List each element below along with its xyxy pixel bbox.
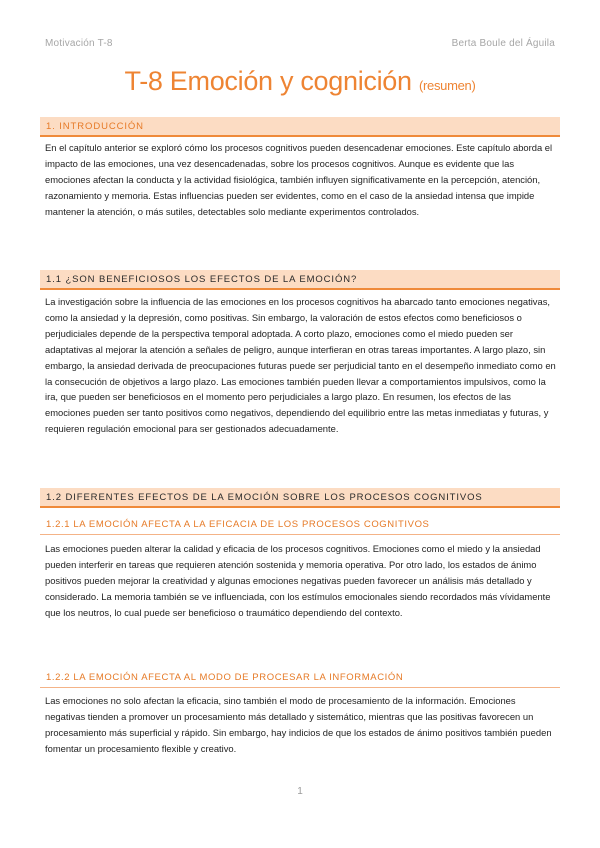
running-header <box>45 38 555 49</box>
paragraph-1-2-1: Las emociones pueden alterar la calidad y eficacia de los procesos cognitivos. Emociones como el miedo y la ansiedad pueden interferir en tareas que requieren atención sostenida y memoria operativa. Por otro lado, los estados de ánimo positivos pueden mejorar la creatividad y algunas emociones negativas pueden favorecer un análisis más detallado y considerado. La memoria también se ve influenciada, con los estímulos emocionales siendo recordados más vívidamente que los neutros, lo cual puede ser beneficioso o traumático dependiendo del contexto. <box>45 543 551 618</box>
paragraph-1-2-2: Las emociones no solo afectan la eficacia, sino también el modo de procesamiento de la información. Emociones negativas tienden a promover un procesamiento más detallado y sistemático, mientras que las positivas favorecen un procesamiento más superficial y rápido. Sin embargo, hay indicios de que los estados de ánimo positivos también pueden fomentar un procesamiento flexible y creativo. <box>45 695 552 754</box>
section-heading-1-2: 1.2 DIFERENTES EFECTOS DE LA EMOCIÓN SOBRE LOS PROCESOS COGNITIVOS <box>40 488 560 508</box>
section-heading-introduccion: 1. INTRODUCCIÓN <box>40 117 560 137</box>
section-heading-1-1: 1.1 ¿SON BENEFICIOSOS LOS EFECTOS DE LA EMOCIÓN? <box>40 270 560 290</box>
paragraph-introduccion: En el capítulo anterior se exploró cómo los procesos cognitivos pueden desencadenar emociones. Este capítulo aborda el impacto de las emociones, una vez desencadenadas, sobre los procesos cognitivos. Aunque es evidente que las emociones afectan la conducta y la actividad fisiológica, también influyen significativamente en la percepción, atención, razonamiento y memoria. Estas influencias pueden ser evidentes, como en el caso de la ansiedad intensa que impide mantener la atención, o más sutiles, detectables solo mediante experimentos controlados. <box>45 142 553 217</box>
page-number: 1 <box>297 786 303 797</box>
document-title <box>0 66 600 97</box>
paragraph-1-1: La investigación sobre la influencia de las emociones en los procesos cognitivos ha abarcado tanto emociones negativas, como la ansiedad y la depresión, como positivas. Sin embargo, la valoración de estos efectos como beneficiosos o perjudiciales depende de la perspectiva temporal adoptada. A corto plazo, emociones como el miedo pueden ser adaptativas al mejorar la atención a señales de peligro, aunque interfieran en otras tareas importantes. A largo plazo, sin embargo, la ansiedad derivada de preocupaciones futuras puede ser perjudicial tanto en el desempeño inmediato como en la consecución de objetivos a largo plazo. Las emociones también pueden llevar a comportamientos impulsivos, como la ira, que pueden ser beneficiosos en el momento pero perjudiciales a largo plazo. En resumen, los efectos de las emociones pueden ser tanto positivos como negativos, dependiendo del equilibrio entre las metas inmediatas y futuras, y requieren regulación emocional para ser gestionados adecuadamente. <box>45 296 556 435</box>
title-main: T-8 Emoción y cognición <box>124 66 412 96</box>
header-course: Motivación T-8 <box>45 38 113 49</box>
subsection-heading-1-2-1: 1.2.1 LA EMOCIÓN AFECTA A LA EFICACIA DE LOS PROCESOS COGNITIVOS <box>40 519 560 535</box>
title-suffix: (resumen) <box>418 78 476 93</box>
subsection-heading-1-2-2: 1.2.2 LA EMOCIÓN AFECTA AL MODO DE PROCESAR LA INFORMACIÓN <box>40 672 560 688</box>
header-author: Berta Boule del Águila <box>451 38 555 49</box>
